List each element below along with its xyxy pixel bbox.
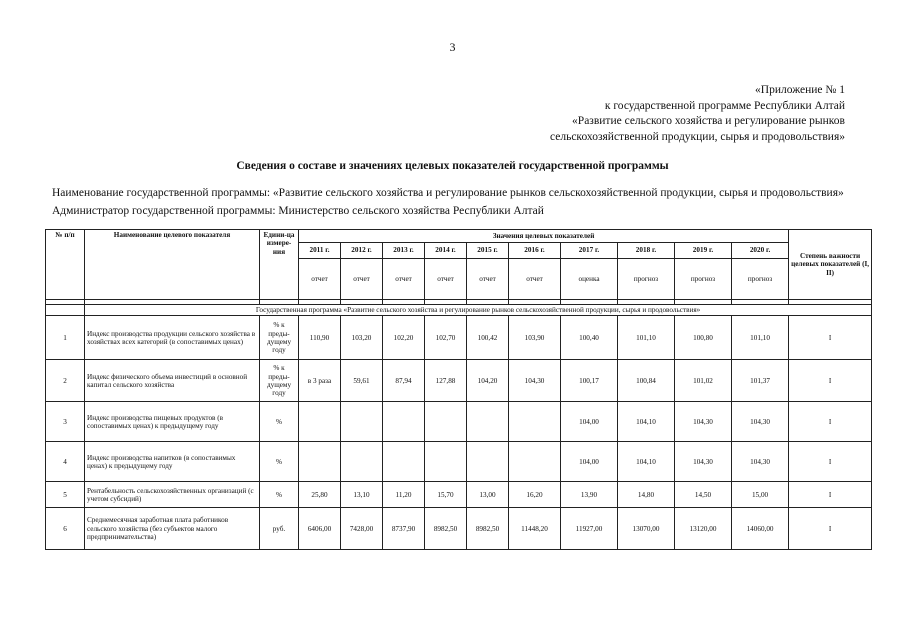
header-status: отчет (467, 259, 509, 300)
header-year: 2012 г. (341, 243, 383, 259)
row-num: 5 (46, 482, 85, 508)
row-importance: I (789, 508, 872, 550)
document-title: Сведения о составе и значениях целевых показателей государственной программы (236, 160, 669, 172)
header-status: прогноз (618, 259, 675, 300)
row-value: в 3 раза (299, 360, 341, 402)
row-value: 14060,00 (732, 508, 789, 550)
row-value: 11448,20 (509, 508, 561, 550)
row-value: 6406,00 (299, 508, 341, 550)
row-value: 11,20 (383, 482, 425, 508)
row-value: 104,30 (732, 402, 789, 442)
row-value: 13,90 (561, 482, 618, 508)
row-value: 15,70 (425, 482, 467, 508)
appendix-line-2: к государственной программе Республики Алтай (604, 99, 845, 112)
row-value: 104,10 (618, 402, 675, 442)
row-value: 16,20 (509, 482, 561, 508)
header-status: отчет (383, 259, 425, 300)
header-num: № п/п (46, 230, 85, 300)
header-year: 2011 г. (299, 243, 341, 259)
row-name: Индекс производства продукции сельского хозяйства в хозяйствах всех категорий (в сопоставимых ценах) (85, 316, 260, 360)
row-num: 3 (46, 402, 85, 442)
section-row: Государственная программа «Развитие сельского хозяйства и регулирование рынков сельскохозяйственной продукции, сырья и продовольствия» (85, 305, 872, 316)
header-status: отчет (299, 259, 341, 300)
header-values: Значения целевых показателей (299, 230, 789, 243)
row-importance: I (789, 442, 872, 482)
row-value: 59,61 (341, 360, 383, 402)
header-year: 2013 г. (383, 243, 425, 259)
row-value: 100,40 (561, 316, 618, 360)
header-status: прогноз (732, 259, 789, 300)
row-value: 11927,00 (561, 508, 618, 550)
row-value: 100,17 (561, 360, 618, 402)
row-value (425, 402, 467, 442)
row-value: 100,84 (618, 360, 675, 402)
table-row (46, 482, 872, 508)
appendix-header (550, 83, 845, 145)
header-year: 2015 г. (467, 243, 509, 259)
header-year: 2019 г. (675, 243, 732, 259)
row-value (509, 402, 561, 442)
row-value: 127,88 (425, 360, 467, 402)
header-name: Наименование целевого показателя (85, 230, 260, 300)
program-name: Наименование государственной программы: «Развитие сельского хозяйства и регулирование рынков сельскохозяйственной продукции, сырья и продовольствия» (52, 187, 844, 199)
row-num: 2 (46, 360, 85, 402)
table-row (46, 402, 872, 442)
row-importance: I (789, 402, 872, 442)
row-unit: % к преды-дущему году (260, 360, 299, 402)
row-value: 104,30 (509, 360, 561, 402)
row-name: Индекс производства пищевых продуктов (в сопоставимых ценах) к предыдущему году (85, 402, 260, 442)
appendix-line-4: сельскохозяйственной продукции, сырья и продовольствия» (550, 130, 845, 143)
row-value: 14,50 (675, 482, 732, 508)
row-value: 8982,50 (425, 508, 467, 550)
row-name: Рентабельность сельскохозяйственных организаций (с учетом субсидий) (85, 482, 260, 508)
row-value: 8737,90 (383, 508, 425, 550)
appendix-line-1: «Приложение № 1 (755, 84, 845, 96)
row-value: 13070,00 (618, 508, 675, 550)
row-value: 103,90 (509, 316, 561, 360)
header-importance: Степень важности целевых показателей (I, II) (789, 230, 872, 300)
row-value: 7428,00 (341, 508, 383, 550)
header-status: оценка (561, 259, 618, 300)
row-value (467, 442, 509, 482)
row-name: Индекс физического объема инвестиций в основной капитал сельского хозяйства (85, 360, 260, 402)
indicators-table (45, 229, 872, 550)
header-year: 2014 г. (425, 243, 467, 259)
row-value: 13,10 (341, 482, 383, 508)
table-row (46, 442, 872, 482)
row-unit: руб. (260, 508, 299, 550)
row-name: Среднемесячная заработная плата работников сельского хозяйства (без субъектов малого предпринимательства) (85, 508, 260, 550)
row-value: 102,20 (383, 316, 425, 360)
row-unit: % (260, 402, 299, 442)
header-year: 2016 г. (509, 243, 561, 259)
header-status: отчет (341, 259, 383, 300)
row-value: 13,00 (467, 482, 509, 508)
row-importance: I (789, 482, 872, 508)
row-value (509, 442, 561, 482)
row-value: 104,20 (467, 360, 509, 402)
row-unit: % к преды-дущему году (260, 316, 299, 360)
row-value: 104,00 (561, 442, 618, 482)
row-value: 104,10 (618, 442, 675, 482)
row-value: 15,00 (732, 482, 789, 508)
row-value (299, 402, 341, 442)
row-num: 6 (46, 508, 85, 550)
row-value: 104,30 (732, 442, 789, 482)
row-value (299, 442, 341, 482)
header-year: 2020 г. (732, 243, 789, 259)
row-value: 104,00 (561, 402, 618, 442)
row-value (467, 402, 509, 442)
row-name: Индекс производства напитков (в сопоставимых ценах) к предыдущему году (85, 442, 260, 482)
header-status: отчет (509, 259, 561, 300)
row-value: 101,37 (732, 360, 789, 402)
row-value: 100,80 (675, 316, 732, 360)
header-year: 2017 г. (561, 243, 618, 259)
row-unit: % (260, 482, 299, 508)
row-value: 8982,50 (467, 508, 509, 550)
row-value: 110,90 (299, 316, 341, 360)
row-value (341, 402, 383, 442)
row-value: 104,30 (675, 402, 732, 442)
row-unit: % (260, 442, 299, 482)
header-status: прогноз (675, 259, 732, 300)
header-year: 2018 г. (618, 243, 675, 259)
row-value (383, 442, 425, 482)
row-num: 4 (46, 442, 85, 482)
row-value: 101,10 (732, 316, 789, 360)
row-value: 102,70 (425, 316, 467, 360)
row-value (383, 402, 425, 442)
row-importance: I (789, 316, 872, 360)
table-row (46, 316, 872, 360)
row-value: 103,20 (341, 316, 383, 360)
row-value: 87,94 (383, 360, 425, 402)
row-num: 1 (46, 316, 85, 360)
program-administrator: Администратор государственной программы: Министерство сельского хозяйства Республики Алтай (52, 205, 544, 217)
page-number: 3 (449, 40, 456, 54)
row-value: 14,80 (618, 482, 675, 508)
appendix-line-3: «Развитие сельского хозяйства и регулирование рынков (572, 115, 845, 127)
row-value (425, 442, 467, 482)
table-row (46, 508, 872, 550)
row-value: 101,02 (675, 360, 732, 402)
row-value (341, 442, 383, 482)
row-value: 104,30 (675, 442, 732, 482)
row-value: 101,10 (618, 316, 675, 360)
table-row (46, 360, 872, 402)
header-status: отчет (425, 259, 467, 300)
row-value: 13120,00 (675, 508, 732, 550)
row-value: 25,80 (299, 482, 341, 508)
row-value: 100,42 (467, 316, 509, 360)
row-importance: I (789, 360, 872, 402)
header-unit: Едини-ца измере-ния (260, 230, 299, 300)
